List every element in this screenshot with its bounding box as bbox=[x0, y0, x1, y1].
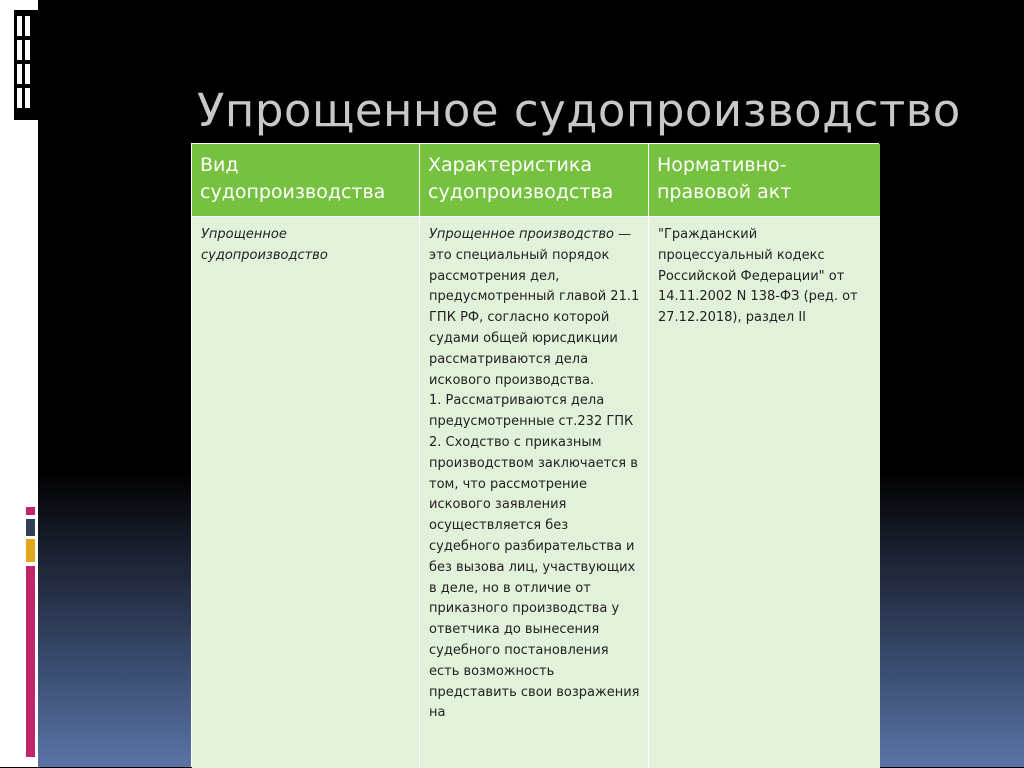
cell-normative-act: "Гражданский процессуальный кодекс Российской Федерации" от 14.11.2002 N 138-ФЗ (ред. от 27.12.2018), раздел II bbox=[649, 217, 880, 768]
header-type: Вид судопроизводства bbox=[192, 144, 420, 217]
characteristic-term: Упрощенное производство bbox=[429, 227, 614, 242]
accent-bar-navy bbox=[26, 519, 35, 536]
accent-bar-pink-long bbox=[26, 566, 35, 757]
header-normative-act: Нормативно-правовой акт bbox=[649, 144, 880, 217]
characteristic-definition: — это специальный порядок рассмотрения дел, предусмотренный главой 21.1 ГПК РФ, согласно которой судами общей юрисдикции рассматриваются дела искового производства. bbox=[429, 227, 640, 388]
header-characteristic: Характеристика судопроизводства bbox=[420, 144, 649, 217]
cell-characteristic bbox=[420, 217, 649, 768]
slide-title: Упрощенное судопроизводство bbox=[197, 84, 961, 137]
accent-bar-gold bbox=[26, 539, 35, 562]
procedure-table bbox=[191, 143, 879, 767]
characteristic-point-1: 1. Рассматриваются дела предусмотренные ст.232 ГПК bbox=[429, 393, 634, 430]
window-pane-icon bbox=[14, 10, 38, 120]
accent-bar-pink-small bbox=[26, 507, 35, 515]
cell-type: Упрощенное судопроизводство bbox=[192, 217, 420, 768]
characteristic-point-2: 2. Сходство с приказным производством заключается в том, что рассмотрение искового заявления осуществляется без судебного разбирательства и без вызова лиц, участвующих в деле, но в отличие от приказного производства у ответчика до вынесения судебного постановления есть возможность представить свои возражения на bbox=[429, 434, 640, 721]
